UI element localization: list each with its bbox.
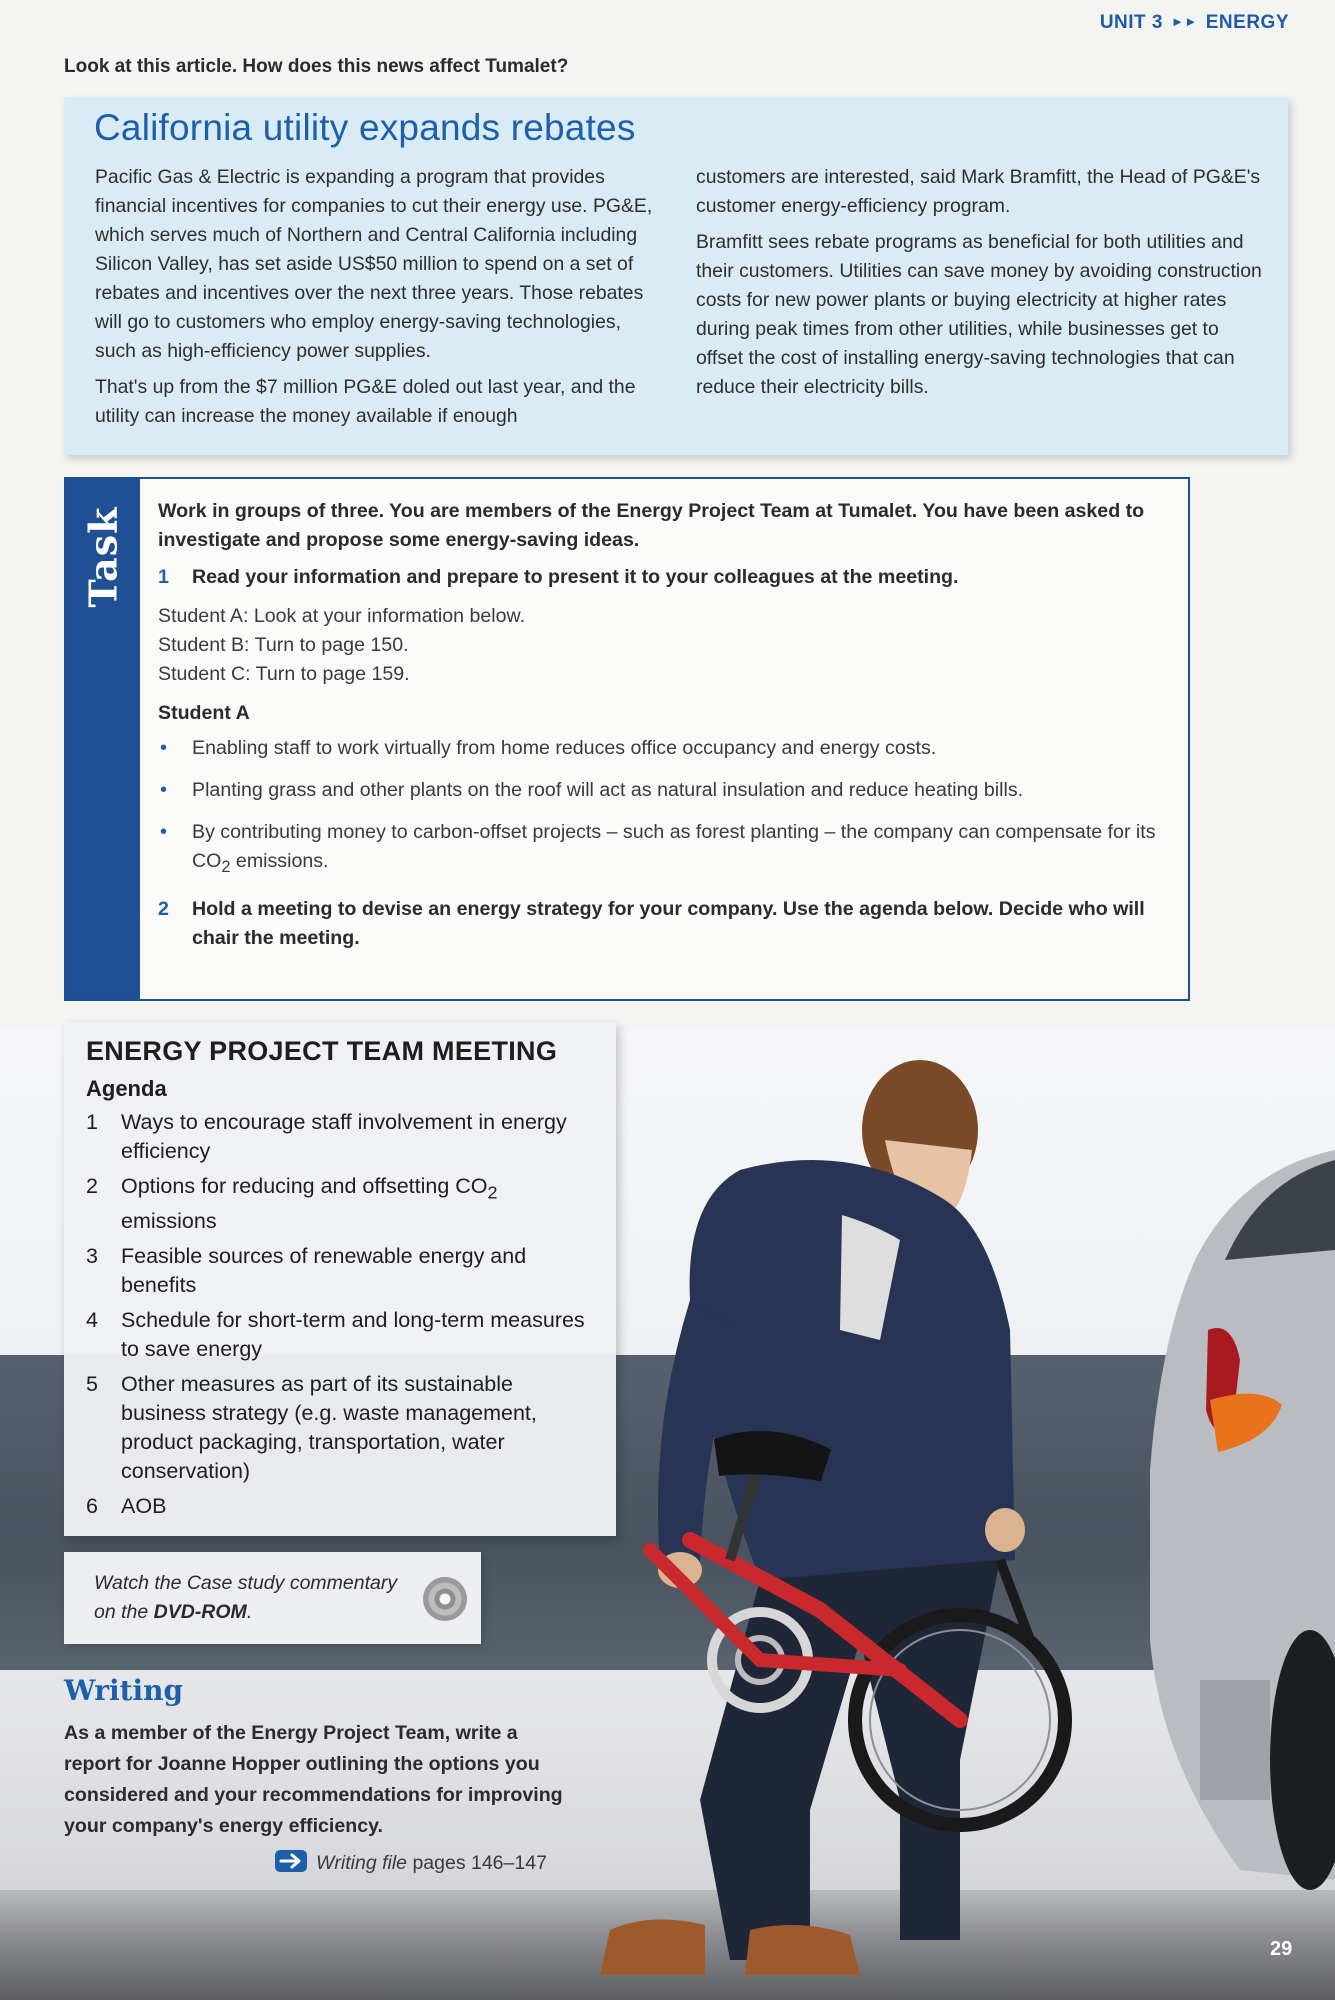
agenda-item-text: Feasible sources of renewable energy and benefits	[121, 1244, 527, 1298]
list-item	[158, 776, 1168, 805]
writing-file-pages: pages 146–147	[407, 1852, 547, 1874]
agenda-item-number: 6	[86, 1494, 98, 1519]
agenda-item	[86, 1492, 596, 1521]
agenda-item	[86, 1108, 596, 1166]
agenda-item-text-end: emissions	[121, 1209, 217, 1234]
unit-number: UNIT 3	[1099, 12, 1164, 33]
agenda-item-number: 4	[86, 1308, 98, 1333]
subscript: 2	[487, 1182, 498, 1203]
dvd-text-end: .	[246, 1601, 253, 1623]
student-a-heading: Student A	[158, 702, 250, 724]
agenda-item	[86, 1370, 596, 1486]
step-text: Read your information and prepare to present it to your colleagues at the meeting.	[192, 566, 959, 588]
task-tab	[66, 479, 140, 999]
dvd-rom-label: DVD-ROM	[153, 1601, 247, 1623]
task-step-2	[158, 895, 1168, 953]
agenda-item-number: 3	[86, 1244, 98, 1269]
task-box	[64, 477, 1190, 1001]
article-column-left	[95, 163, 665, 438]
bullet-icon: •	[160, 737, 168, 759]
agenda-item-text: Options for reducing and offsetting CO	[121, 1174, 488, 1198]
student-a-bullets	[158, 734, 1168, 882]
student-line: Student B: Turn to page 150.	[158, 634, 409, 656]
agenda-item-text: Other measures as part of its sustainable business strategy (e.g. waste management, product packaging, transportation, water conservation)	[121, 1372, 537, 1484]
agenda-item	[86, 1172, 596, 1236]
dvd-text: Watch the Case study commentary on the	[94, 1572, 398, 1623]
agenda-title: ENERGY PROJECT TEAM MEETING	[86, 1036, 558, 1066]
bullet-text: Planting grass and other plants on the roof will act as natural insulation and reduce heating bills.	[192, 779, 1024, 801]
subscript: 2	[221, 857, 231, 876]
article-paragraph: Pacific Gas & Electric is expanding a program that provides financial incentives for companies to cut their energy use. PG&E, which serves much of Northern and Central California including Silicon Valley, has set aside US$50 million to spend on a set of rebates and incentives over the next three years. Those rebates will go to customers who employ energy-saving technologies, such as high-efficiency power supplies.	[95, 166, 653, 362]
step-text: Hold a meeting to devise an energy strategy for your company. Use the agenda below. Decide who will chair the meeting.	[192, 897, 1145, 949]
dvd-note-text	[94, 1569, 424, 1627]
bullet-icon: •	[160, 779, 168, 801]
page-number: 29	[1270, 1938, 1293, 1960]
article-box	[64, 97, 1288, 455]
task-step-1	[158, 563, 1168, 592]
list-item	[158, 734, 1168, 763]
article-paragraph: That's up from the $7 million PG&E doled out last year, and the utility can increase the money available if enough	[95, 376, 636, 427]
list-item	[158, 818, 1168, 882]
bullet-text: By contributing money to carbon-offset projects – such as forest planting – the company can compensate for its CO	[192, 821, 1156, 872]
agenda-item	[86, 1306, 596, 1364]
student-list	[158, 602, 1168, 689]
agenda-list	[86, 1108, 596, 1527]
writing-heading: Writing	[64, 1674, 184, 1707]
agenda-item-text: Schedule for short-term and long-term measures to save energy	[121, 1308, 585, 1362]
article-title: California utility expands rebates	[94, 107, 636, 148]
unit-header	[1100, 12, 1289, 34]
task-intro: Work in groups of three. You are members of the Energy Project Team at Tumalet. You have been asked to investigate and propose some energy-saving ideas.	[158, 500, 1145, 551]
task-body	[158, 497, 1168, 953]
writing-file-label: Writing file	[316, 1852, 408, 1874]
intro-question: Look at this article. How does this news affect Tumalet?	[64, 56, 569, 77]
dvd-note	[64, 1552, 481, 1644]
bullet-icon: •	[160, 821, 168, 843]
bullet-text-end: emissions.	[230, 850, 329, 872]
bullet-text: Enabling staff to work virtually from home reduces office occupancy and energy costs.	[192, 737, 937, 759]
agenda-item-number: 1	[86, 1110, 98, 1134]
article-column-right	[696, 163, 1266, 409]
student-line: Student A: Look at your information below.	[158, 605, 526, 627]
disc-icon	[423, 1577, 467, 1621]
agenda-item-number: 5	[86, 1372, 98, 1397]
article-paragraph: customers are interested, said Mark Bramfitt, the Head of PG&E's customer energy-efficiency program.	[696, 166, 1261, 217]
agenda-item-number: 2	[86, 1174, 98, 1198]
photo-curb	[0, 1890, 1335, 2000]
arrow-right-icon	[274, 1849, 308, 1873]
unit-topic: ENERGY	[1205, 12, 1289, 33]
agenda-item-text: Ways to encourage staff involvement in energy efficiency	[121, 1110, 567, 1163]
agenda-box	[64, 1022, 616, 1536]
step-number: 2	[158, 897, 169, 920]
agenda-subtitle: Agenda	[86, 1076, 167, 1101]
student-line: Student C: Turn to page 159.	[158, 663, 410, 685]
task-tab-label: Task	[80, 506, 126, 608]
step-number: 1	[158, 566, 169, 588]
writing-instructions: As a member of the Energy Project Team, write a report for Joanne Hopper outlining the options you considered and your recommendations for improving your company's energy efficiency.	[64, 1722, 563, 1837]
agenda-item	[86, 1242, 596, 1300]
agenda-item-text: AOB	[121, 1494, 167, 1519]
article-paragraph: Bramfitt sees rebate programs as beneficial for both utilities and their customers. Utilities can save money by avoiding construction costs for new power plants or buying electricity at higher rates during peak times from other utilities, while businesses get to offset the cost of installing energy-saving technologies that can reduce their electricity bills.	[696, 231, 1262, 398]
writing-file-reference[interactable]	[274, 1849, 547, 1875]
double-arrow-icon: ►►	[1171, 14, 1198, 29]
